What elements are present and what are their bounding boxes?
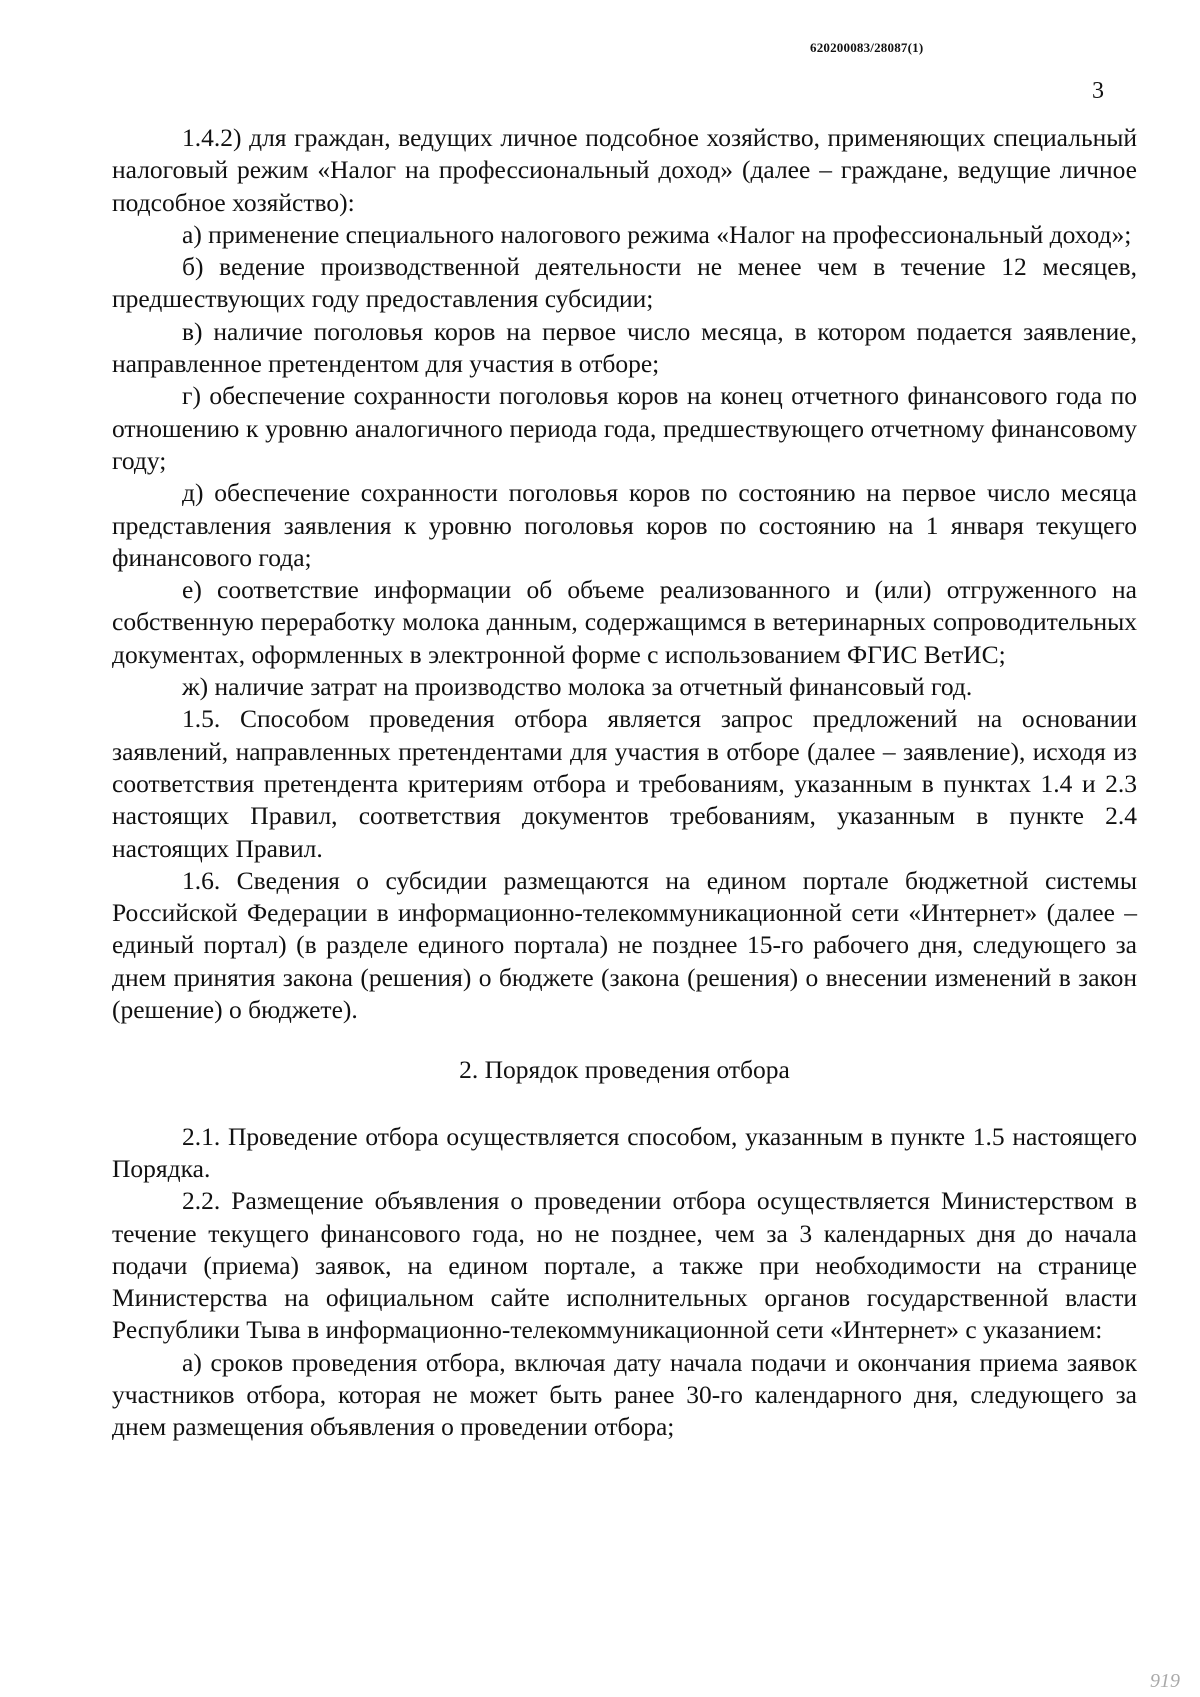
list-item-2-2-a: а) сроков проведения отбора, включая дату начала подачи и окончания приема заявок участников отбора, которая не может быть ранее 30-го календарного дня, следующего за днем размещения объявления о проведении отбора; xyxy=(112,1347,1137,1442)
section-heading: 2. Порядок проведения отбора xyxy=(459,1055,790,1085)
list-item-g: г) обеспечение сохранности поголовья коров на конец отчетного финансового года по отношению к уровню аналогичного периода года, предшествующего отчетному финансовому году; xyxy=(112,381,1137,475)
list-item-a: а) применение специального налогового режима «Налог на профессиональный доход»; xyxy=(182,219,1132,249)
document-code: 620200083/28087(1) xyxy=(810,40,924,55)
paragraph-2-2: 2.2. Размещение объявления о проведении отбора осуществляется Министерством в течение текущего финансового года, но не позднее, чем за 3 календарных дня до начала подачи (приема) заявок, на едином портале, а также при необходимости на странице Министерства на официальном сайте исполнительных органов государственной власти Республики Тыва в информационно-телекоммуникационной сети «Интернет» с указанием: xyxy=(112,1186,1137,1345)
list-item-e: е) соответствие информации об объеме реализованного и (или) отгруженного на собственную переработку молока данным, содержащимся в ветеринарных сопроводительных документах, оформленных в электронной форме с использованием ФГИС ВетИС; xyxy=(112,575,1137,669)
list-item-v: в) наличие поголовья коров на первое число месяца, в котором подается заявление, направленное претендентом для участия в отборе; xyxy=(112,316,1137,379)
document-body xyxy=(112,122,1137,1444)
paragraph-1-4-2: 1.4.2) для граждан, ведущих личное подсобное хозяйство, применяющих специальный налоговый режим «Налог на профессиональный доход» (далее – граждане, ведущие личное подсобное хозяйство): xyxy=(112,123,1137,217)
page-number: 3 xyxy=(1092,78,1104,104)
margin-mark: 919 xyxy=(1150,1670,1180,1692)
list-item-d: д) обеспечение сохранности поголовья коров по состоянию на первое число месяца представления заявления к уровню поголовья коров по состоянию на 1 января текущего финансового года; xyxy=(112,478,1137,572)
paragraph-2-1: 2.1. Проведение отбора осуществляется способом, указанным в пункте 1.5 настоящего Порядка. xyxy=(112,1121,1137,1183)
paragraph-1-5: 1.5. Способом проведения отбора является запрос предложений на основании заявлений, направленных претендентами для участия в отборе (далее – заявление), исходя из соответствия претендента критериям отбора и требованиям, указанным в пунктах 1.4 и 2.3 настоящих Правил, соответствия документов требованиям, указанным в пункте 2.4 настоящих Правил. xyxy=(112,704,1137,863)
list-item-b: б) ведение производственной деятельности не менее чем в течение 12 месяцев, предшествующих году предоставления субсидии; xyxy=(112,252,1137,314)
paragraph-1-6: 1.6. Сведения о субсидии размещаются на едином портале бюджетной системы Российской Федерации в информационно-телекоммуникационной сети «Интернет» (далее – единый портал) (в разделе единого портала) не позднее 15-го рабочего дня, следующего за днем принятия закона (решения) о бюджете (закона (решения) о внесении изменений в закон (решение) о бюджете). xyxy=(112,865,1137,1025)
list-item-zh: ж) наличие затрат на производство молока за отчетный финансовый год. xyxy=(182,672,973,702)
